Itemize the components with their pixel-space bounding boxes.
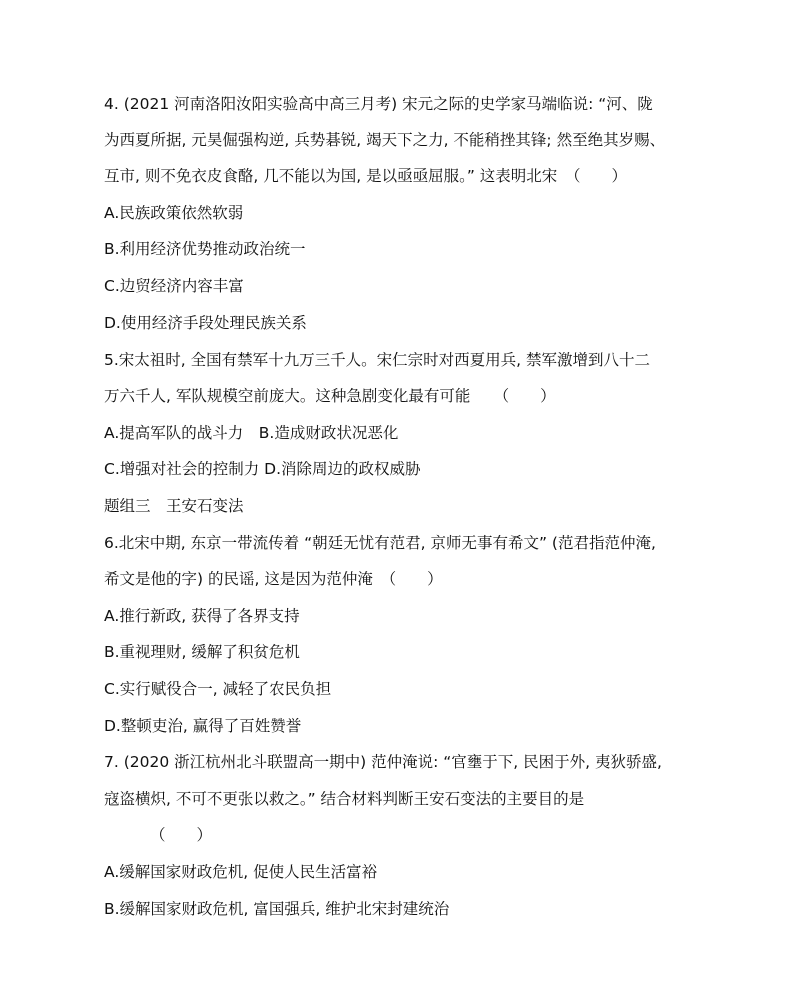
question-7-option-b: B.缓解国家财政危机, 富国强兵, 维护北宋封建统治 [104,900,450,918]
question-4-option-c: C.边贸经济内容丰富 [104,277,244,295]
question-6-option-b: B.重视理财, 缓解了积贫危机 [104,643,300,661]
question-7-answer-blank: （ ） [150,826,213,844]
question-4-option-d: D.使用经济手段处理民族关系 [104,314,307,332]
question-7-option-a: A.缓解国家财政危机, 促使人民生活富裕 [104,863,378,881]
question-4-option-a: A.民族政策依然软弱 [104,204,244,222]
question-6-line-1: 6.北宋中期, 东京一带流传着 “朝廷无忧有范君, 京师无事有希文” (范君指范仲淹, [104,534,656,552]
question-7-line-1: 7. (2020 浙江杭州北斗联盟高一期中) 范仲淹说: “官壅于下, 民困于外, 夷狄骄盛, [104,753,662,771]
question-6-option-c: C.实行赋役合一, 减轻了农民负担 [104,680,332,698]
question-4-line-2: 为西夏所据, 元昊倔强构逆, 兵势碁锐, 竭天下之力, 不能稍挫其锋; 然至绝其岁赐、 [104,131,666,149]
question-4-line-1: 4. (2021 河南洛阳汝阳实验高中高三月考) 宋元之际的史学家马端临说: “河、陇 [104,95,653,113]
question-4-option-b: B.利用经济优势推动政治统一 [104,240,306,258]
question-5-options-cd: C.增强对社会的控制力 D.消除周边的政权威胁 [104,460,421,478]
question-6-line-2: 希文是他的字) 的民谣, 这是因为范仲淹 （ ） [104,570,443,588]
question-6-option-d: D.整顿吏治, 赢得了百姓赞誉 [104,717,302,735]
question-5-line-2: 万六千人, 军队规模空前庞大。这种急剧变化最有可能 （ ） [104,387,556,405]
question-7-line-2: 寇盗横炽, 不可不更张以救之。” 结合材料判断王安石变法的主要目的是 [104,790,585,808]
question-5-line-1: 5.宋太祖时, 全国有禁军十九万三千人。宋仁宗时对西夏用兵, 禁军激增到八十二 [104,351,650,369]
question-4-line-3: 互市, 则不免衣皮食酪, 几不能以为国, 是以亟亟屈服。” 这表明北宋 （ ） [104,167,628,185]
question-5-options-ab: A.提高军队的战斗力 B.造成财政状况恶化 [104,424,399,442]
section-heading: 题组三 王安石变法 [104,497,244,515]
question-6-option-a: A.推行新政, 获得了各界支持 [104,607,300,625]
